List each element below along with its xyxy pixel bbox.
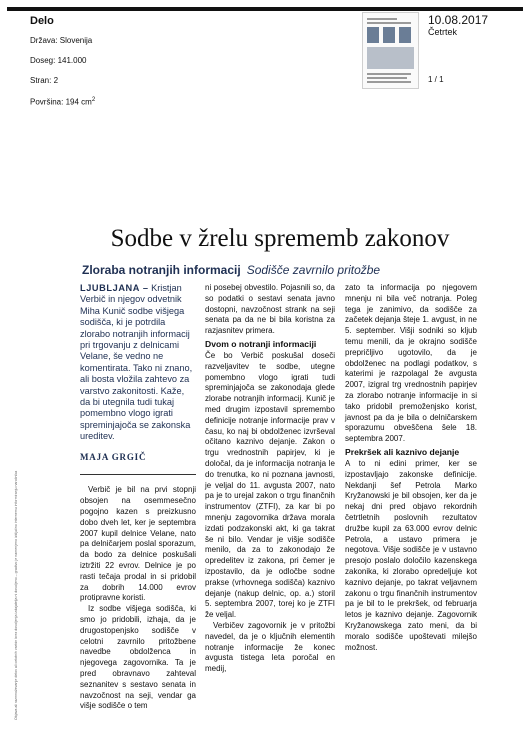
paragraph: Verbič je bil na prvi stopnji obsojen na osemmesečno pogojno kazen s preizkusno dobo dveh let, ker je septembra 2007 kupil delnice Velane, nato pa delničarjem poslal sporazum, da bodo za delnice poskušali iztržiti 22 evrov. Delnice je po rasti tečaja prodal in si pridobil za dobrih 14.000 evrov protipravne koristi.: [80, 485, 196, 603]
subtitle-italic: Sodišče zavrnilo pritožbe: [246, 263, 381, 277]
area-label: [30, 94, 95, 109]
article-title: Sodbe v žrelu sprememb zakonov: [110, 225, 450, 252]
header-meta: [30, 14, 95, 116]
paragraph: Verbičev zagovornik je v pritožbi navedel, da je o ključnih elementih notranje informacije že konec avgusta tistega leta poročal en medij,: [205, 620, 335, 674]
section-heading: Dvom o notranji informaciji: [205, 338, 317, 349]
paragraph: ni posebej obvestilo. Pojasnili so, da so podatki o sestavi senata javno dostopni, navzočnost strank na seji senata pa da ne bi bila koristna za razjasnitev primera.: [205, 283, 335, 336]
circulation-label: Doseg: 141.000: [30, 56, 87, 65]
article-byline: MAJA GRGIČ: [80, 451, 147, 462]
copyright-side-note: Objava ali razmnoževanje delov ali celotnih vsebin brez dovoljenja izdajatelja ni dovoljeno – gradivo je namenjeno izključno internemu informiranju naročnika: [14, 470, 18, 720]
article-column-3: [345, 283, 477, 653]
area-text: Površina: 194 cm: [30, 97, 92, 107]
paragraph: Iz sodbe višjega sodišča, ki smo jo pridobili, izhaja, da je drugostopenjsko sodišče v celotni zavrnilo pritožbene navedbe obdolženca in njegovega zagovornika. Ta je pred obravnavo zahteval seznanitev s sestavo senata in navzočnost na seji, vendar ga višje sodišče o tem: [80, 604, 196, 711]
country-label: Država: Slovenija: [30, 36, 93, 45]
area-superscript: 2: [91, 97, 96, 103]
article-column-1: [80, 283, 196, 712]
page-label: Stran: 2: [30, 76, 59, 85]
section-heading: Prekršek ali kaznivo dejanje: [345, 446, 460, 457]
paragraph: zato ta informacija po njegovem mnenju ni bila več notranja. Poleg tega je zanimivo, da sodišče za začetek dejanja šteje 1. avgust, in ne 5. september. Višji sodniki so kljub temu menili, da je okrajno sodišče prepričljivo ugotovilo, da je obdolženec na podlagi podatkov, s katerimi je razpolagal že avgusta 2007, izigral trg vrednostnih papirjev za zlorabo notranje informacije in si tako pridobil premoženjsko korist, javnost pa da je bila o delničarskem sporazumu obveščena šele 18. septembra 2007.: [345, 283, 477, 444]
header-rule: [7, 7, 523, 11]
page-count: 1 / 1: [428, 75, 444, 84]
issue-weekday: Četrtek: [428, 27, 458, 37]
byline-rule: [80, 474, 196, 475]
lead-text: Kristjan Verbič in njegov odvetnik Miha Kunič sodbe višjega sodišča, ki je potrdila zlorabo notranjih informacij pri trgovanju z delnicami Velane, še vedno ne komentirata. Tako ni znano, ali bosta vložila zahtevo za varstvo zakonitosti. Kaže, da bi utegnila tudi tukaj pomembno vlogo igrati spreminjajoča se zakonska ureditev.: [80, 283, 193, 442]
page-thumbnail[interactable]: [362, 12, 419, 89]
article-column-2: [205, 283, 335, 675]
header-date-block: [428, 13, 489, 84]
subtitle-bold: Zloraba notranjih informacij: [82, 263, 241, 277]
lead-location: LJUBLJANA –: [80, 283, 149, 293]
paragraph: Če bo Verbič poskušal doseči razveljavitev te sodbe, utegne pomembno vlogo igrati tudi spreminjajoča se zakonodaja glede zlorabe notranjih informacij. Kunič je med drugim izpostavil spremembo definicije notranje informacije prav v času, ko naj bi obdolženec izvrševal očitano kaznivo dejanje. Zakon o trgu vrednostnih papirjev, ki je določal, da je informacija notranja le do trenutka, ko ni poznana javnosti, je veljal do 11. avgusta 2007, nato pa je to urejal zakon o trgu finančnih instrumentov (ZTFI), za kar bi po mnenju zagovornika država morala izdati podzakonski akt, ki ga takrat še ni bilo. Vendar je višje sodišče menilo, da za to zakonodajo že opredelitev iz zakona, pri čemer je izpostavilo, da je odločbe sodne prakse (vrhovnega sodišča) kaznivo dejanje (nakup delnic, op. a.) storil 5. septembra 2007, torej ko je ZTFI že veljal.: [205, 350, 335, 620]
paragraph: A to ni edini primer, ker se izpostavljajo zakonske definicije. Nekdanji šef Petrola Marko Kryžanowski je bil obsojen, ker da je nekaj dni pred objavo rekordnih četrtletnih poslovnih rezultatov družbe kupil za 63.000 evrov delnic Petrola, a ustavo primera je negotova. Višje sodišče je v ustavno presojo poslalo določilo kazenskega zakonika, ki zlorabo opredeljuje kot kaznivo dejanje, po takrat veljavnem zakonu o trgu finančnih instrumentov pa je bil to le prekršek, od februarja letos je kaznivo dejanje. Zagovornik Kryžanowskega zato meni, da bi moralo sodišče upoštevati milejšo možnost.: [345, 458, 477, 652]
article-lead: [80, 283, 196, 443]
article-subtitle: [82, 262, 482, 278]
issue-date: 10.08.2017: [428, 13, 489, 27]
publication-name: Delo: [30, 15, 54, 27]
